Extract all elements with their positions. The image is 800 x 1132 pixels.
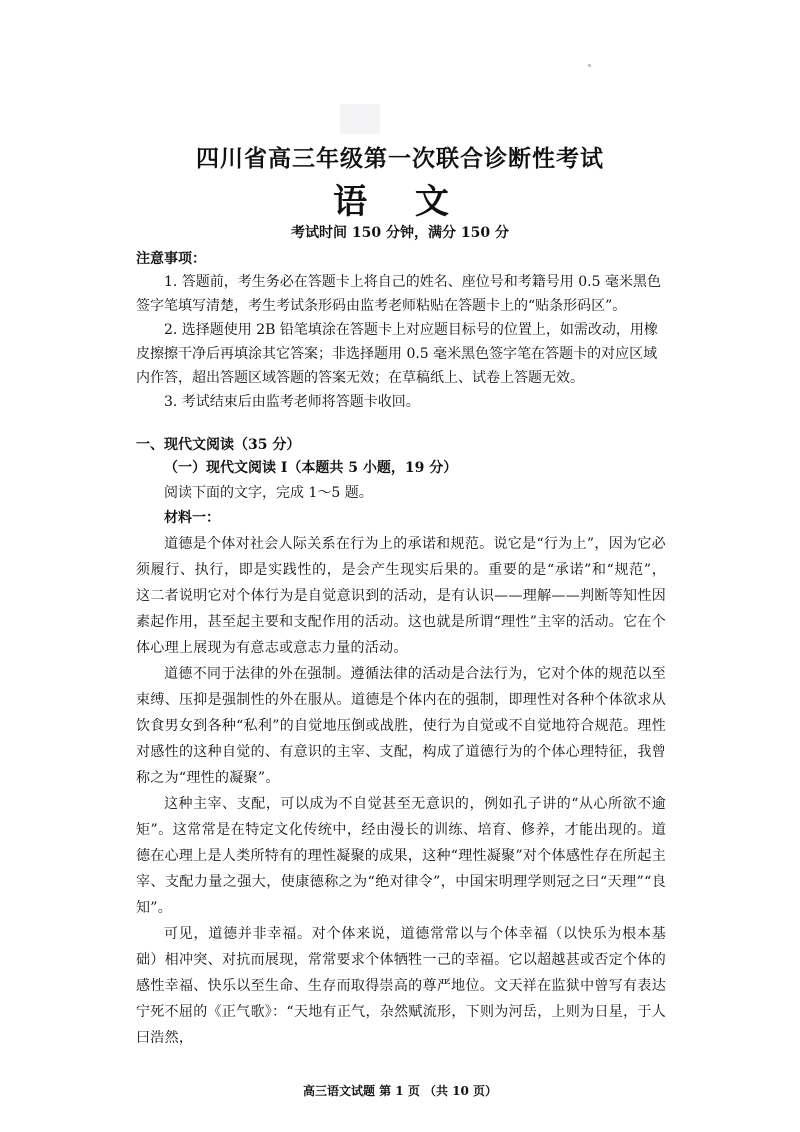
exam-time-info: 考试时间 150 分钟，满分 150 分 bbox=[291, 225, 509, 241]
reading-instruction: 阅读下面的文字，完成 1～5 题。 bbox=[164, 485, 373, 501]
material-paragraph: 道德是个体对社会人际关系在行为上的承诺和规范。说它是“行为上”，因为它必须履行、执行，即是实践性的，是会产生现实后果的。重要的是“承诺”和“规范”，这二者说明它对个体行为是自觉意识到的活动，是有认识——理解——判断等知性因素起作用，甚至起主要和支配作用的活动。这也就是所谓“理性”主宰的活动。它在个体心理上展现为有意志或意志力量的活动。 bbox=[136, 536, 666, 656]
exam-title: 四川省高三年级第一次联合诊断性考试 bbox=[196, 145, 604, 172]
material-label: 材料一： bbox=[164, 510, 220, 526]
notice-heading: 注意事项： bbox=[136, 251, 206, 267]
notice-item-2: 2. 选择题使用 2B 铅笔填涂在答题卡上对应题目标号的位置上，如需改动，用橡皮擦擦干净后再填涂其它答案；非选择题用 0.5 毫米黑色签字笔在答题卡的对应区域内作答，超出答题区域答题的答案无效；在草稿纸上、试卷上答题无效。 bbox=[136, 322, 658, 386]
subject-title: 语 文 bbox=[333, 182, 467, 222]
scan-mark bbox=[340, 104, 380, 134]
page-footer: 高三语文试题 第 1 页 （共 10 页） bbox=[302, 1084, 498, 1098]
material-paragraph: 这种主宰、支配，可以成为不自觉甚至无意识的，例如孔子讲的“从心所欲不逾矩”。这常常是在特定文化传统中，经由漫长的训练、培育、修养，才能出现的。道德在心理上是人类所特有的理性凝聚的成果，这种“理性凝聚”对个体感性存在所起主宰、支配力量之强大，使康德称之为“绝对律令”，中国宋明理学则冠之曰“天理”“良知”。 bbox=[136, 796, 666, 916]
notice-item-3: 3. 考试结束后由监考老师将答题卡收回。 bbox=[164, 394, 420, 410]
material-paragraph: 可见，道德并非幸福。对个体来说，道德常常以与个体幸福（以快乐为根本基础）相冲突、对抗而展现，常常要求个体牺牲一己的幸福。它以超越甚或否定个体的感性幸福、快乐以至生命、生存而取得崇高的尊严地位。文天祥在监狱中曾写有表达宁死不屈的《正气歌》：“天地有正气，杂然赋流形，下则为河岳，上则为日星，于人曰浩然， bbox=[136, 926, 666, 1046]
subsection-heading: （一）现代文阅读 I（本题共 5 小题，19 分） bbox=[164, 460, 458, 476]
exam-body bbox=[136, 248, 666, 1051]
notice-item-1: 1. 答题前，考生务必在答题卡上将自己的姓名、座位号和考籍号用 0.5 毫米黑色签字笔填写清楚，考生考试条形码由监考老师粘贴在答题卡上的“贴条形码区”。 bbox=[136, 274, 661, 314]
scan-dot bbox=[588, 64, 591, 67]
section-heading: 一、现代文阅读（35 分） bbox=[136, 437, 301, 453]
material-paragraph: 道德不同于法律的外在强制。遵循法律的活动是合法行为，它对个体的规范以至束缚、压抑是强制性的外在服从。道德是个体内在的强制，即理性对各种个体欲求从饮食男女到各种“私利”的自觉地压倒或战胜，使行为自觉或不自觉地符合规范。理性对感性的这种自觉的、有意识的主宰、支配，构成了道德行为的个体心理特征，我曾称之为“理性的凝聚”。 bbox=[136, 666, 666, 786]
